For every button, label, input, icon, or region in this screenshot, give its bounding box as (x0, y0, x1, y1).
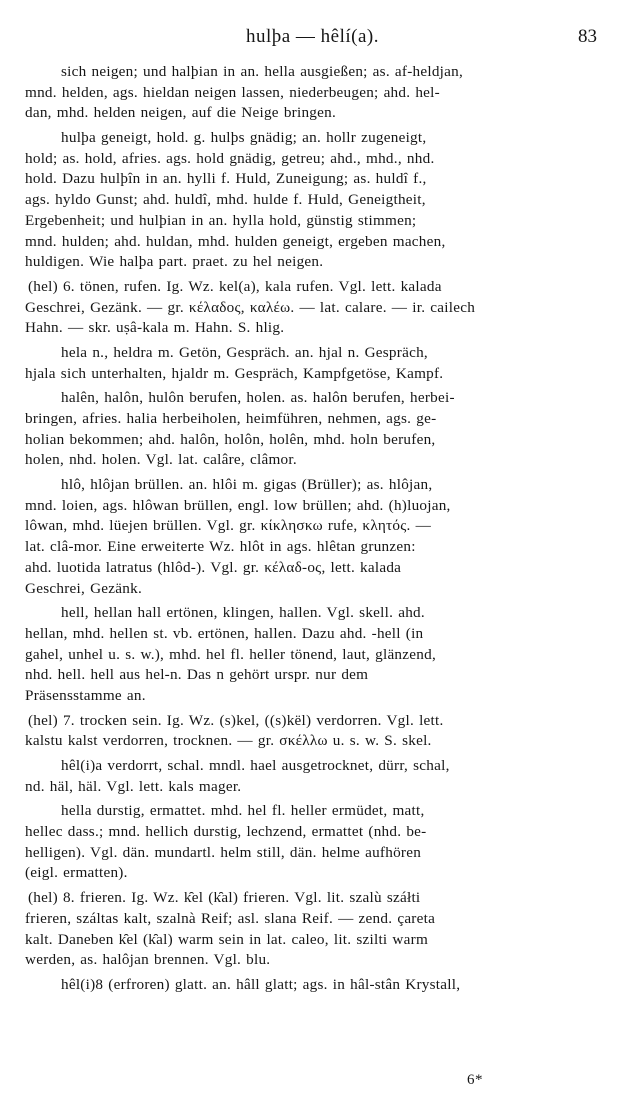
entry-text-line: nd. häl, häl. Vgl. lett. kals mager. (25, 777, 242, 795)
entry-text-line: lat. clâ-mor. Eine erweiterte Wz. hlôt in ags. hlêtan grunzen: (25, 538, 416, 556)
page-footer (0, 1072, 625, 1092)
entry-text-line: huldigen. Wie halþa part. praet. zu hel neigen. (25, 253, 324, 271)
entry-text-line: hold. Dazu hulþîn in an. hylli f. Huld, Zuneigung; as. huldî f., (25, 170, 427, 188)
page-header (0, 26, 625, 50)
dictionary-entry (0, 603, 625, 706)
dictionary-entry (0, 975, 625, 996)
entry-headword-line: hêl(i)a verdorrt, schal. mndl. hael ausgetrocknet, dürr, schal, (61, 757, 450, 774)
page-number: 83 (578, 26, 597, 47)
entry-text-line: Präsensstamme an. (25, 686, 146, 704)
entry-text-line: gahel, unhel u. s. w.), mhd. hel fl. heller tönend, laut, glänzend, (25, 645, 436, 663)
entry-headword-line: hell, hellan hall ertönen, klingen, hallen. Vgl. skell. ahd. (61, 604, 425, 622)
entry-text-line: hjala sich unterhalten, hjaldr m. Gespräch, Kampfgetöse, Kampf. (25, 364, 444, 382)
entry-text-line: kalstu kalst verdorren, trocknen. — gr. σκέλλω u. s. w. S. skel. (25, 732, 432, 750)
entry-headword-line: hêl(i)8 (erfroren) glatt. an. hâll glatt; ags. in hâl-stân Krystall, (61, 975, 461, 993)
entry-text-line: Hahn. — skr. uṣâ-kala m. Hahn. S. hlig. (25, 319, 285, 337)
entry-text-line: bringen, afries. halia herbeiholen, heimführen, nehmen, ags. ge- (25, 410, 437, 427)
entry-text-line: lôwan, mhd. lüejen brüllen. Vgl. gr. κίκλησκω rufe, κλητός. — (25, 517, 432, 535)
dictionary-entry (0, 475, 625, 599)
entry-text-line: dan, mhd. helden neigen, auf die Neige bringen. (25, 104, 337, 122)
entry-headword-line: (hel) 8. frieren. Ig. Wz. k̑el (k̑al) frieren. Vgl. lit. szalù száłti (28, 889, 421, 907)
entry-text-line: mnd. loien, ags. hlôwan brüllen, engl. low brüllen; ahd. (h)luojan, (25, 496, 451, 514)
entry-text-line: Geschrei, Gezänk. — gr. κέλαδος, καλέω. — lat. calare. — ir. cailech (25, 298, 476, 316)
entry-headword-line: (hel) 6. tönen, rufen. Ig. Wz. kel(a), kala rufen. Vgl. lett. kalada (28, 277, 442, 295)
entry-text-line: ags. hyldo Gunst; ahd. huldî, mhd. hulde f. Huld, Geneigtheit, (25, 191, 426, 209)
entry-text-line: (eigl. ermatten). (25, 864, 128, 882)
dictionary-entry (0, 801, 625, 884)
entry-text-line: holian bekommen; ahd. halôn, holôn, holên, mhd. holn berufen, (25, 430, 436, 448)
entry-text-line: hellan, mhd. hellen st. vb. ertönen, hallen. Dazu ahd. -hell (in (25, 624, 424, 642)
entry-text-line: Ergebenheit; und hulþian in an. hylla hold, günstig stimmen; (25, 211, 417, 229)
entry-text-line: werden, as. halôjan brennen. Vgl. blu. (25, 951, 271, 969)
running-head: hulþa — hêlí(a). (245, 26, 380, 47)
entry-text-line: kalt. Daneben k̑el (k̑al) warm sein in lat. caleo, lit. szilti warm (25, 930, 429, 948)
entry-headword-line: hela n., heldra m. Getön, Gespräch. an. hjal n. Gespräch, (61, 343, 428, 361)
root-entry (0, 888, 625, 971)
entry-text-line: hellec dass.; mnd. hellich durstig, lechzend, ermattet (nhd. be- (25, 823, 427, 841)
root-entry (0, 711, 625, 752)
entry-text-line: hold; as. hold, afries. ags. hold gnädig, getreu; ahd., mhd., nhd. (25, 149, 435, 167)
entry-headword-line: hella durstig, ermattet. mhd. hel fl. heller ermüdet, matt, (61, 802, 425, 820)
dictionary-entry (0, 343, 625, 384)
entry-text-line: mnd. hulden; ahd. huldan, mhd. hulden geneigt, ergeben machen, (25, 232, 446, 250)
entry-text-line: holen, nhd. holen. Vgl. lat. calâre, clâmor. (25, 451, 297, 469)
entry-text-line: helligen). Vgl. dän. mundartl. helm still, dän. helme aufhören (25, 843, 422, 861)
dictionary-body (0, 62, 625, 996)
entry-text-line: ahd. luotida latratus (hlôd-). Vgl. gr. κέλαδ-ος, lett. kalada (25, 558, 402, 576)
dictionary-entry (0, 388, 625, 471)
entry-text-line: mnd. helden, ags. hieldan neigen lassen, niederbeugen; ahd. hel- (25, 83, 440, 101)
entry-headword-line: hulþa geneigt, hold. g. hulþs gnädig; an. hollr zugeneigt, (61, 129, 427, 147)
entry-headword-line: hlô, hlôjan brüllen. an. hlôi m. gigas (Brüller); as. hlôjan, (61, 476, 433, 494)
entry-headword-line: sich neigen; und halþian in an. hella ausgießen; as. af-heldjan, (61, 63, 464, 80)
signature-mark: 6* (467, 1072, 483, 1088)
entry-text-line: Geschrei, Gezänk. (25, 579, 142, 597)
entry-headword-line: (hel) 7. trocken sein. Ig. Wz. (s)kel, ((s)kël) verdorren. Vgl. lett. (28, 711, 444, 729)
entry-text-line: nhd. hell. hell aus hel-n. Das n gehört urspr. nur dem (25, 666, 369, 684)
entry-text-line: frieren, száltas kalt, szalnà Reif; asl. slana Reif. — zend. çareta (25, 909, 436, 927)
dictionary-entry (0, 756, 625, 797)
root-entry (0, 277, 625, 339)
dictionary-entry (0, 62, 625, 124)
entry-headword-line: halên, halôn, hulôn berufen, holen. as. halôn berufen, herbei- (61, 389, 455, 407)
dictionary-entry (0, 128, 625, 273)
